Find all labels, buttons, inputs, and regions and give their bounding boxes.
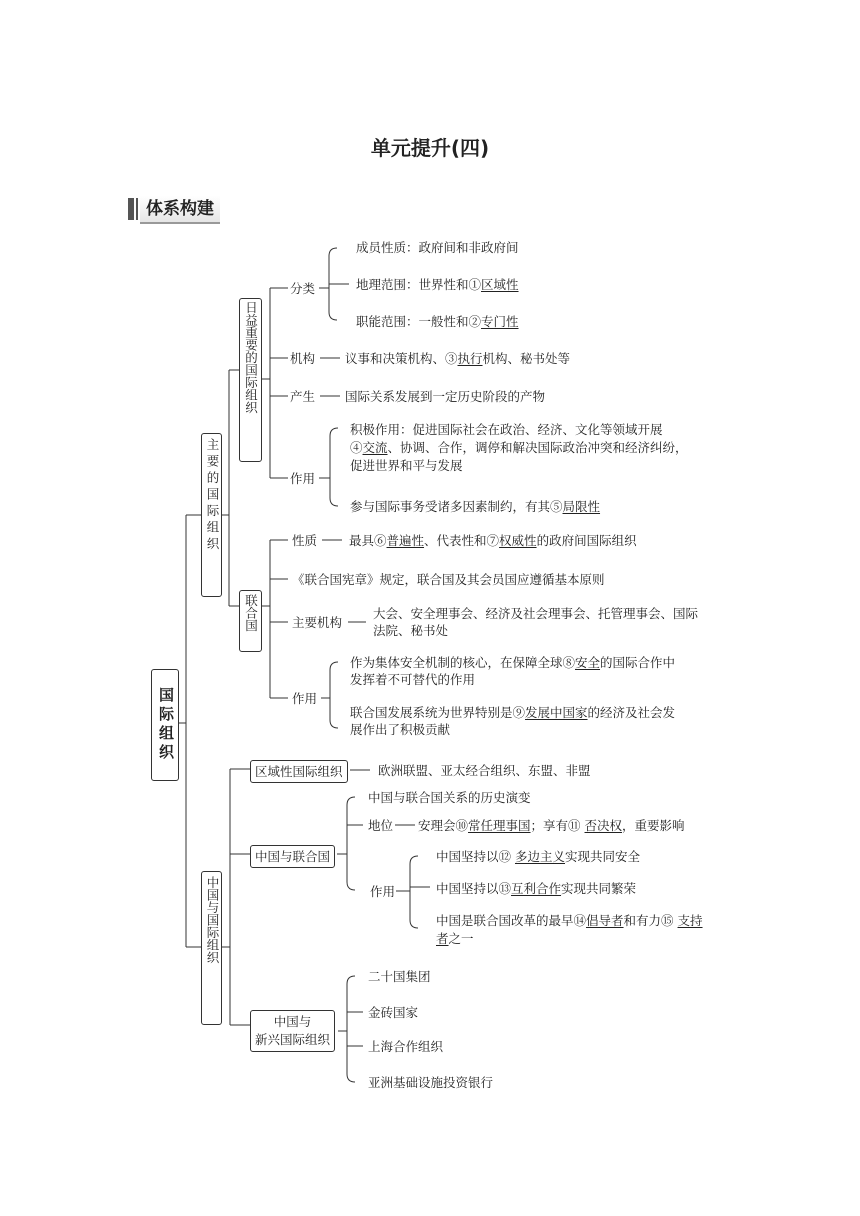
blank-5: 局限性: [562, 499, 601, 514]
node-emerging-organizations: [250, 1010, 335, 1052]
china-role-security: 中国坚持以⑫ 多边主义实现共同安全: [436, 849, 641, 864]
blank-14: 倡导者: [586, 913, 624, 928]
node-increasingly-important-label: 日益重要的国际组织: [243, 301, 259, 414]
origin-text: 国际关系发展到一定历史阶段的产物: [345, 389, 546, 404]
emerging-item-g20: 二十国集团: [368, 969, 431, 984]
branch-china-and-organizations-label: 中国与国际组织: [205, 876, 220, 964]
label-institutions: 机构: [290, 351, 316, 366]
emerging-item-sco: 上海合作组织: [368, 1039, 444, 1054]
institutions-text: 议事和决策机构、③执行机构、秘书处等: [345, 351, 571, 366]
branch-main-organizations-label: 主要的国际组织: [205, 438, 220, 554]
emerging-label-line1: 中国与: [273, 1014, 312, 1029]
node-increasingly-important: [239, 298, 262, 462]
china-role-reform-line1: 中国是联合国改革的最早⑭倡导者和有力⑮ 支持: [436, 913, 703, 928]
label-china-un-role: 作用: [370, 884, 396, 899]
blank-11: 否决权: [584, 818, 623, 833]
node-china-and-un: 中国与联合国: [250, 845, 335, 868]
main-organs-text: 大会、安全理事会、经济及社会理事会、托管理事会、国际法院、秘书处: [373, 606, 699, 638]
nature-text: 最具⑥普遍性、代表性和⑦权威性的政府间国际组织: [349, 533, 637, 548]
label-nature: 性质: [292, 533, 318, 548]
regional-organizations-list: 欧洲联盟、亚太经合组织、东盟、非盟: [378, 763, 591, 778]
blank-3: 执行: [457, 351, 483, 366]
label-origin: 产生: [290, 389, 316, 404]
root-label: 国际组织: [157, 687, 175, 763]
blank-6: 普遍性: [386, 533, 425, 548]
branch-main-organizations: [201, 433, 222, 597]
branch-china-and-organizations: [201, 871, 222, 1025]
root-node: [151, 669, 179, 781]
page-title: 单元提升(四): [370, 136, 490, 160]
label-classification: 分类: [290, 281, 316, 296]
blank-10: 常任理事国: [468, 818, 531, 833]
un-role-security: 作为集体安全机制的核心，在保障全球⑧安全的国际合作中发挥着不可替代的作用: [350, 655, 676, 687]
un-role-development: 联合国发展系统为世界特别是⑨发展中国家的经济及社会发展作出了积极贡献: [350, 705, 676, 737]
blank-13: 互利合作: [511, 881, 562, 896]
status-text: 安理会⑩常任理事国；享有⑪ 否决权，重要影响: [418, 818, 685, 833]
class-geographic-scope: 地理范围：世界性和①区域性: [356, 277, 519, 292]
role-positive-line2: ④交流、协调、合作，调停和解决国际政治冲突和经济纠纷，: [350, 440, 688, 455]
blank-1: 区域性: [481, 277, 519, 292]
charter-text: 《联合国宪章》规定，联合国及其会员国应遵循基本原则: [292, 572, 605, 587]
label-un-role: 作用: [292, 691, 318, 706]
blank-12: 多边主义: [514, 849, 565, 864]
blank-7: 权威性: [499, 533, 537, 548]
class-function-scope: 职能范围：一般性和②专门性: [356, 314, 519, 329]
emerging-label-line2: 新兴国际组织: [255, 1032, 331, 1047]
blank-4: 交流: [362, 440, 388, 455]
role-positive-line3: 促进世界和平与发展: [350, 458, 463, 473]
label-role: 作用: [290, 471, 316, 486]
emerging-item-aiib: 亚洲基础设施投资银行: [368, 1075, 494, 1090]
role-positive-line1: 积极作用：促进国际社会在政治、经济、文化等领域开展: [350, 422, 663, 437]
node-regional-organizations: 区域性国际组织: [250, 760, 348, 783]
node-united-nations: [239, 590, 262, 652]
blank-15: 支持: [677, 913, 703, 928]
role-limitation: 参与国际事务受诸多因素制约，有其⑤局限性: [350, 499, 601, 514]
node-united-nations-label: 联合国: [243, 594, 259, 632]
china-role-prosperity: 中国坚持以⑬互利合作实现共同繁荣: [436, 881, 637, 896]
emerging-item-brics: 金砖国家: [368, 1005, 419, 1020]
label-main-organs: 主要机构: [292, 615, 343, 630]
class-member-nature: 成员性质：政府间和非政府间: [356, 240, 519, 255]
label-status: 地位: [368, 818, 394, 833]
section-title: 体系构建: [140, 196, 220, 224]
blank-8: 安全: [575, 655, 601, 670]
blank-9: 发展中国家: [525, 705, 588, 720]
blank-2: 专门性: [481, 314, 519, 329]
china-un-history: 中国与联合国关系的历史演变: [368, 790, 531, 805]
china-role-reform-line2: 者之一: [436, 931, 474, 946]
